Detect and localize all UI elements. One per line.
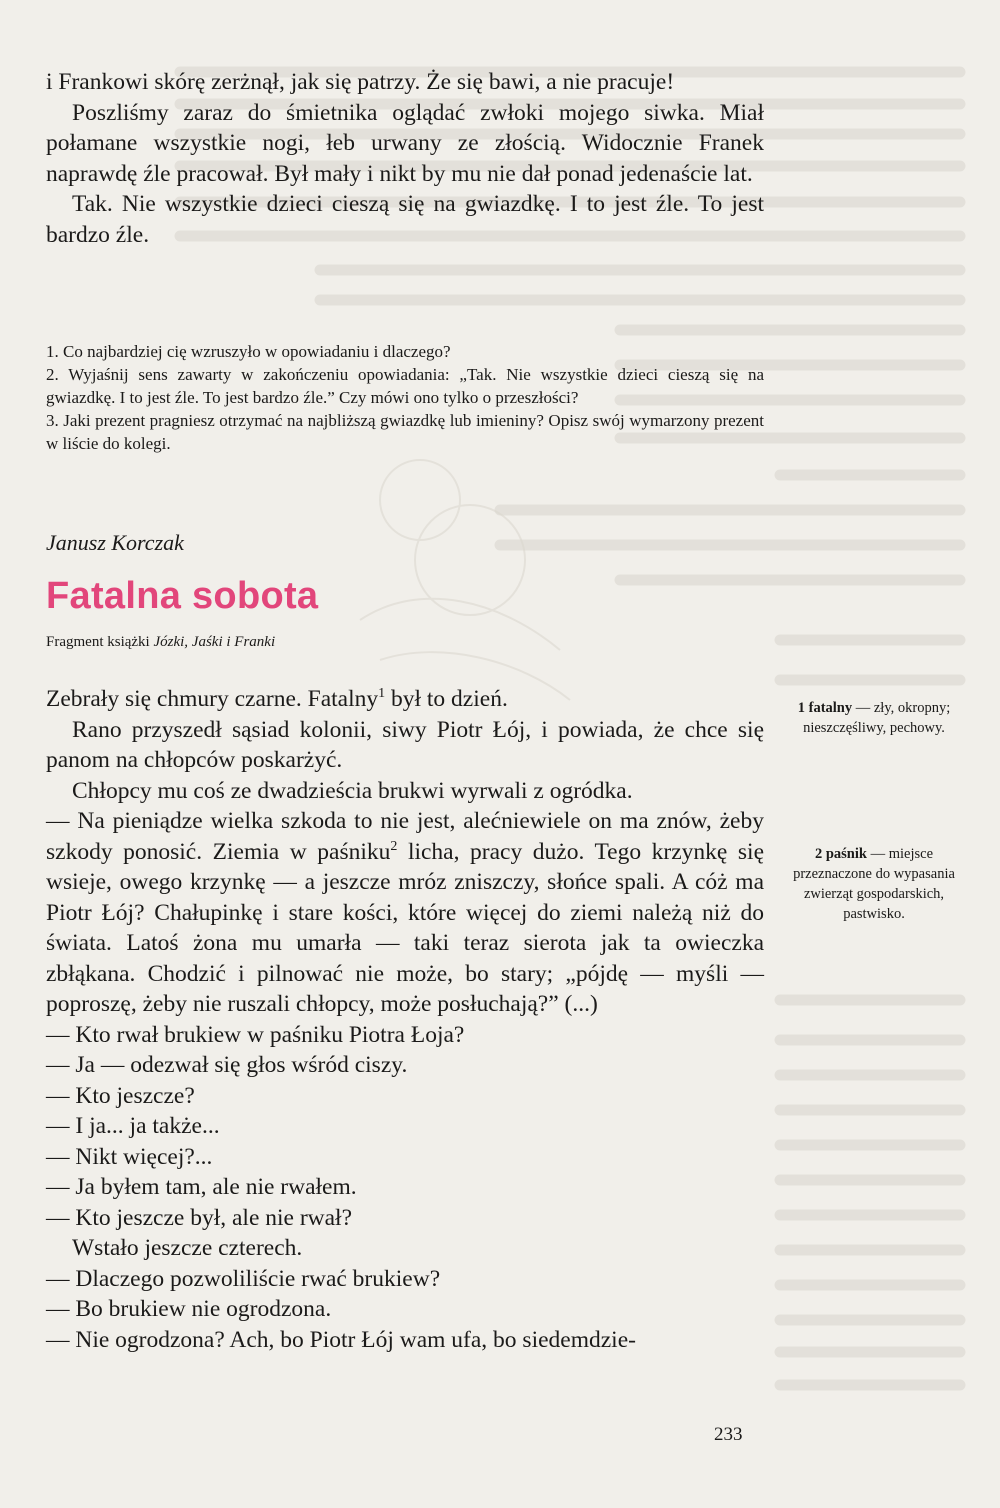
footnote-ref-2[interactable]: 2 xyxy=(390,838,398,854)
dialogue-line: — I ja... ja także... xyxy=(46,1113,220,1139)
dialogue-line: — Ja byłem tam, ale nie rwałem. xyxy=(46,1174,357,1200)
question-item: 2. Wyjaśnij sens zawarty w zakończeniu opowiadania: „Tak. Nie wszystkie dzieci cieszą się na gwiazdkę. I to jest źle. To jest bardzo źle.” Czy mówi ono tylko o przeszłości? xyxy=(46,365,764,407)
footnote-definition: — miejsce przeznaczone do wypasania zwierząt gospodarskich, pastwisko. xyxy=(793,846,955,922)
dialogue-line: — Kto rwał brukiew w paśniku Piotra Łoja? xyxy=(46,1021,465,1048)
dialogue-line: — Ja — odezwał się głos wśród ciszy. xyxy=(46,1052,408,1078)
fragment-book-title: Józki, Jaśki i Franki xyxy=(153,634,276,650)
dialogue-line: — Nie ogrodzona? Ach, bo Piotr Łój wam ufa, bo siedemdzie- xyxy=(46,1326,636,1353)
footnote-2 xyxy=(784,844,964,924)
dialogue-line: — Bo brukiew nie ogrodzona. xyxy=(46,1296,332,1322)
footnote-term: 2 paśnik xyxy=(814,846,867,862)
dialogue-line: — Kto jeszcze był, ale nie rwał? xyxy=(46,1204,353,1231)
fragment-prefix: Fragment książki xyxy=(46,634,150,650)
story-text-span: był to dzień. xyxy=(385,686,508,712)
question-item: 3. Jaki prezent pragniesz otrzymać na najbliższą gwiazdkę lub imieniny? Opisz swój wymarzony prezent w liście do kolegi. xyxy=(46,411,764,453)
continuation-paragraph: i Frankowi skórę zerżnął, jak się patrzy. Że się bawi, a nie pracuje! xyxy=(46,69,675,95)
story-text-span: — Na pieniądze wielka szkoda to nie jest, alećniewiele on ma znów, żeby szkody ponosić. Ziemia w paśniku xyxy=(46,808,764,865)
dialogue xyxy=(46,1020,764,1356)
dialogue-line: Wstało jeszcze czterech. xyxy=(72,1235,303,1261)
story-paragraph xyxy=(46,806,764,1020)
footnote-definition: — zły, okropny; nieszczęśliwy, pechowy. xyxy=(803,700,951,736)
story-paragraph: Chłopcy mu coś ze dwadzieścia brukwi wyrwali z ogródka. xyxy=(72,777,633,804)
story-text-span: licha, pracy dużo. Tego krzynkę się wsieje, owego krzynkę — a jeszcze mróz zniszczy, słońce spali. A cóż ma Piotr Łój? Chałupinkę i stare kości, które więcej do ziemi należą niż do świata. Latoś żona mu umarła — taki teraz sierota jak ta owieczka zbłąkana. Chodzić i pilnować nie może, bo stary; „pójdę — myśli — poproszę, żeby nie ruszali chłopcy, może posłuchają?” (...) xyxy=(46,838,764,1017)
story-title: Fatalna sobota xyxy=(46,575,319,617)
dialogue-line: — Kto jeszcze? xyxy=(46,1082,195,1109)
footnote-1 xyxy=(784,698,964,738)
footnote-ref-1[interactable]: 1 xyxy=(378,686,386,701)
page-number: 233 xyxy=(714,1424,743,1445)
story-paragraph: Rano przyszedł sąsiad kolonii, siwy Piotr Łój, i powiada, że chce się panom na chłopców poskarżyć. xyxy=(46,716,764,773)
story-continuation xyxy=(46,67,764,250)
story-text xyxy=(46,684,764,1355)
questions-list xyxy=(46,340,764,455)
continuation-paragraph: Tak. Nie wszystkie dzieci cieszą się na gwiazdkę. I to jest źle. To jest bardzo źle. xyxy=(46,191,764,248)
author-name: Janusz Korczak xyxy=(46,530,184,555)
dialogue-line: — Dlaczego pozwoliliście rwać brukiew? xyxy=(46,1265,441,1292)
footnote-term: 1 fatalny xyxy=(797,700,853,716)
story-paragraph xyxy=(46,684,764,715)
continuation-paragraph: Poszliśmy zaraz do śmietnika oglądać zwłoki mojego siwka. Miał połamane wszystkie nogi, łeb urwany ze złością. Widocznie Franek naprawdę źle pracował. Był mały i nikt by mu nie dał ponad jedenaście lat. xyxy=(46,99,764,187)
dialogue-line: — Nikt więcej?... xyxy=(46,1143,213,1170)
story-text-span: Zebrały się chmury czarne. Fatalny xyxy=(46,686,379,712)
fragment-source xyxy=(46,634,764,651)
question-item: 1. Co najbardziej cię wzruszyło w opowiadaniu i dlaczego? xyxy=(46,342,451,361)
